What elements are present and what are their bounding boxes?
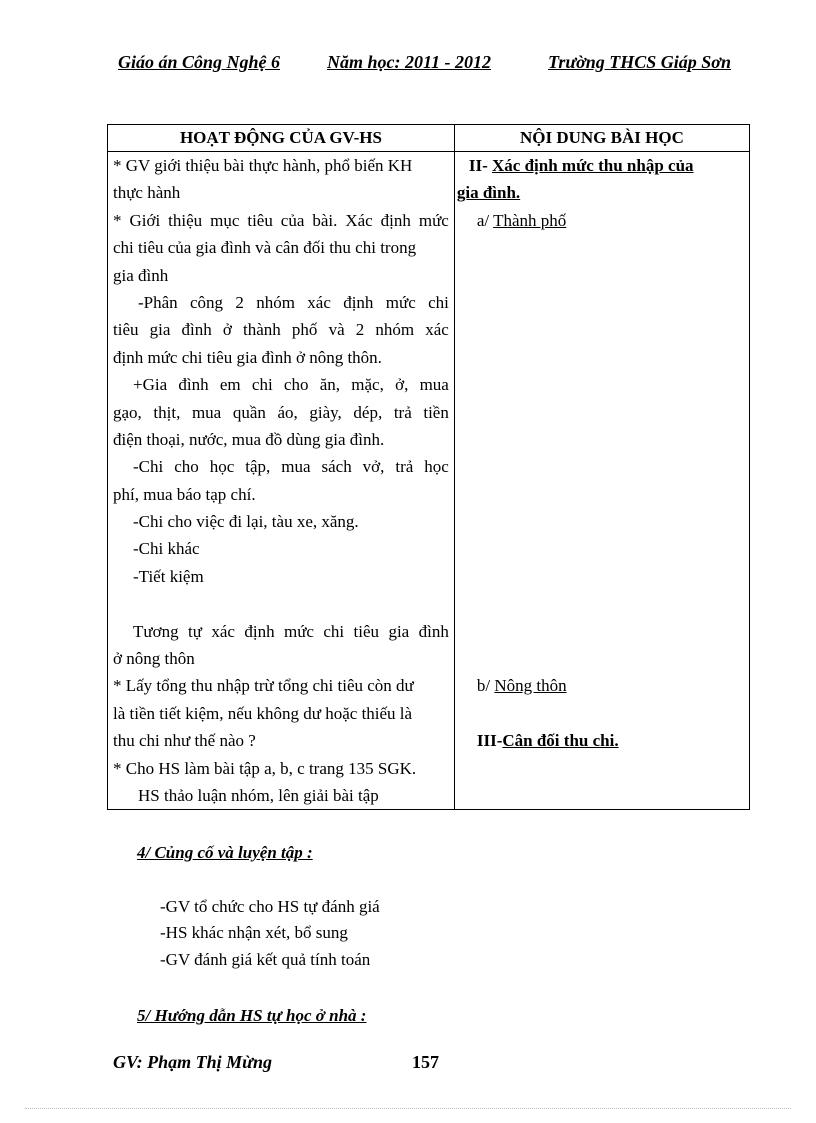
activity-line: định mức chi tiêu gia đình ở nông thôn. xyxy=(113,347,382,367)
activity-line: là tiền tiết kiệm, nếu không dư hoặc thiếu là xyxy=(113,703,413,723)
activity-line: gia đình xyxy=(113,265,169,285)
activity-line: -Chi cho việc đi lại, tàu xe, xăng. xyxy=(133,512,359,532)
item-b-prefix: b/ xyxy=(476,676,491,696)
activity-line: chi tiêu của gia đình và cân đối thu chi trong xyxy=(113,238,417,258)
section-2-title-cont: gia đình. xyxy=(456,183,521,203)
section-3-title: Cân đối thu chi. xyxy=(502,730,619,750)
activity-line: -Tiết kiệm xyxy=(133,566,204,586)
section-4-item: -GV tổ chức cho HS tự đánh giá xyxy=(160,897,380,916)
school-name: Trường THCS Giáp Sơn xyxy=(548,52,731,72)
activity-line: HS thảo luận nhóm, lên giải bài tập xyxy=(138,785,379,805)
item-a-label: Thành phố xyxy=(493,210,567,230)
activity-line: +Gia đình em chi cho ăn, mặc, ở, mua xyxy=(133,375,449,395)
content-cell xyxy=(454,152,749,810)
activity-line: thực hành xyxy=(113,183,181,203)
item-a-prefix: a/ xyxy=(476,210,490,230)
activity-line: gạo, thịt, mua quần áo, giày, dép, trả tiền xyxy=(113,402,449,422)
section-3-heading xyxy=(455,727,749,754)
activity-line: -Chi khác xyxy=(133,539,200,559)
col-left-header: HOẠT ĐỘNG CỦA GV-HS xyxy=(108,125,455,152)
page-bottom-divider xyxy=(25,1108,791,1109)
section-5-title: 5/ Hướng dẫn HS tự học ở nhà : xyxy=(137,1006,367,1025)
activity-line: * Giới thiệu mục tiêu của bài. Xác định mức xyxy=(113,210,449,230)
item-b xyxy=(455,672,749,699)
activity-line: * Cho HS làm bài tập a, b, c trang 135 SGK. xyxy=(113,758,417,778)
section-2-number: II- xyxy=(468,156,488,175)
section-4-item: -HS khác nhận xét, bổ sung xyxy=(160,923,348,942)
activity-line: điện thoại, nước, mua đồ dùng gia đình. xyxy=(113,429,385,449)
activity-line: tiêu gia đình ở thành phố và 2 nhóm xác xyxy=(113,320,449,340)
activity-line: * Lấy tổng thu nhập trừ tổng chi tiêu còn dư xyxy=(113,676,414,696)
item-a xyxy=(455,207,749,234)
table-body-row xyxy=(108,152,750,810)
activities-cell xyxy=(108,152,455,810)
col-right-header: NỘI DUNG BÀI HỌC xyxy=(454,125,749,152)
section-4-title: 4/ Củng cố và luyện tập : xyxy=(137,843,313,862)
teacher-name: GV: Phạm Thị Mừng xyxy=(113,1052,272,1072)
lesson-table xyxy=(107,124,750,810)
activity-line: -Phân công 2 nhóm xác định mức chi xyxy=(138,292,449,312)
section-2-heading xyxy=(455,152,749,179)
page-number: 157 xyxy=(412,1052,439,1072)
activity-line: -Chi cho học tập, mua sách vở, trả học xyxy=(133,457,449,477)
activity-line: Tương tự xác định mức chi tiêu gia đình xyxy=(133,621,449,641)
activity-line: phí, mua báo tạp chí. xyxy=(113,484,256,504)
school-year: Năm học: 2011 - 2012 xyxy=(327,52,491,72)
activity-line: ở nông thôn xyxy=(113,649,195,669)
table-header-row xyxy=(108,125,750,152)
section-3-number: III- xyxy=(476,730,503,750)
subject-title: Giáo án Công Nghệ 6 xyxy=(118,52,281,72)
activity-line: * GV giới thiệu bài thực hành, phổ biến KH xyxy=(113,156,413,175)
activity-line xyxy=(108,590,454,617)
item-b-label: Nông thôn xyxy=(494,676,567,696)
section-4-item: -GV đánh giá kết quả tính toán xyxy=(160,950,371,969)
section-2-title: Xác định mức thu nhập của xyxy=(492,156,694,175)
activity-line: thu chi như thế nào ? xyxy=(113,731,256,751)
